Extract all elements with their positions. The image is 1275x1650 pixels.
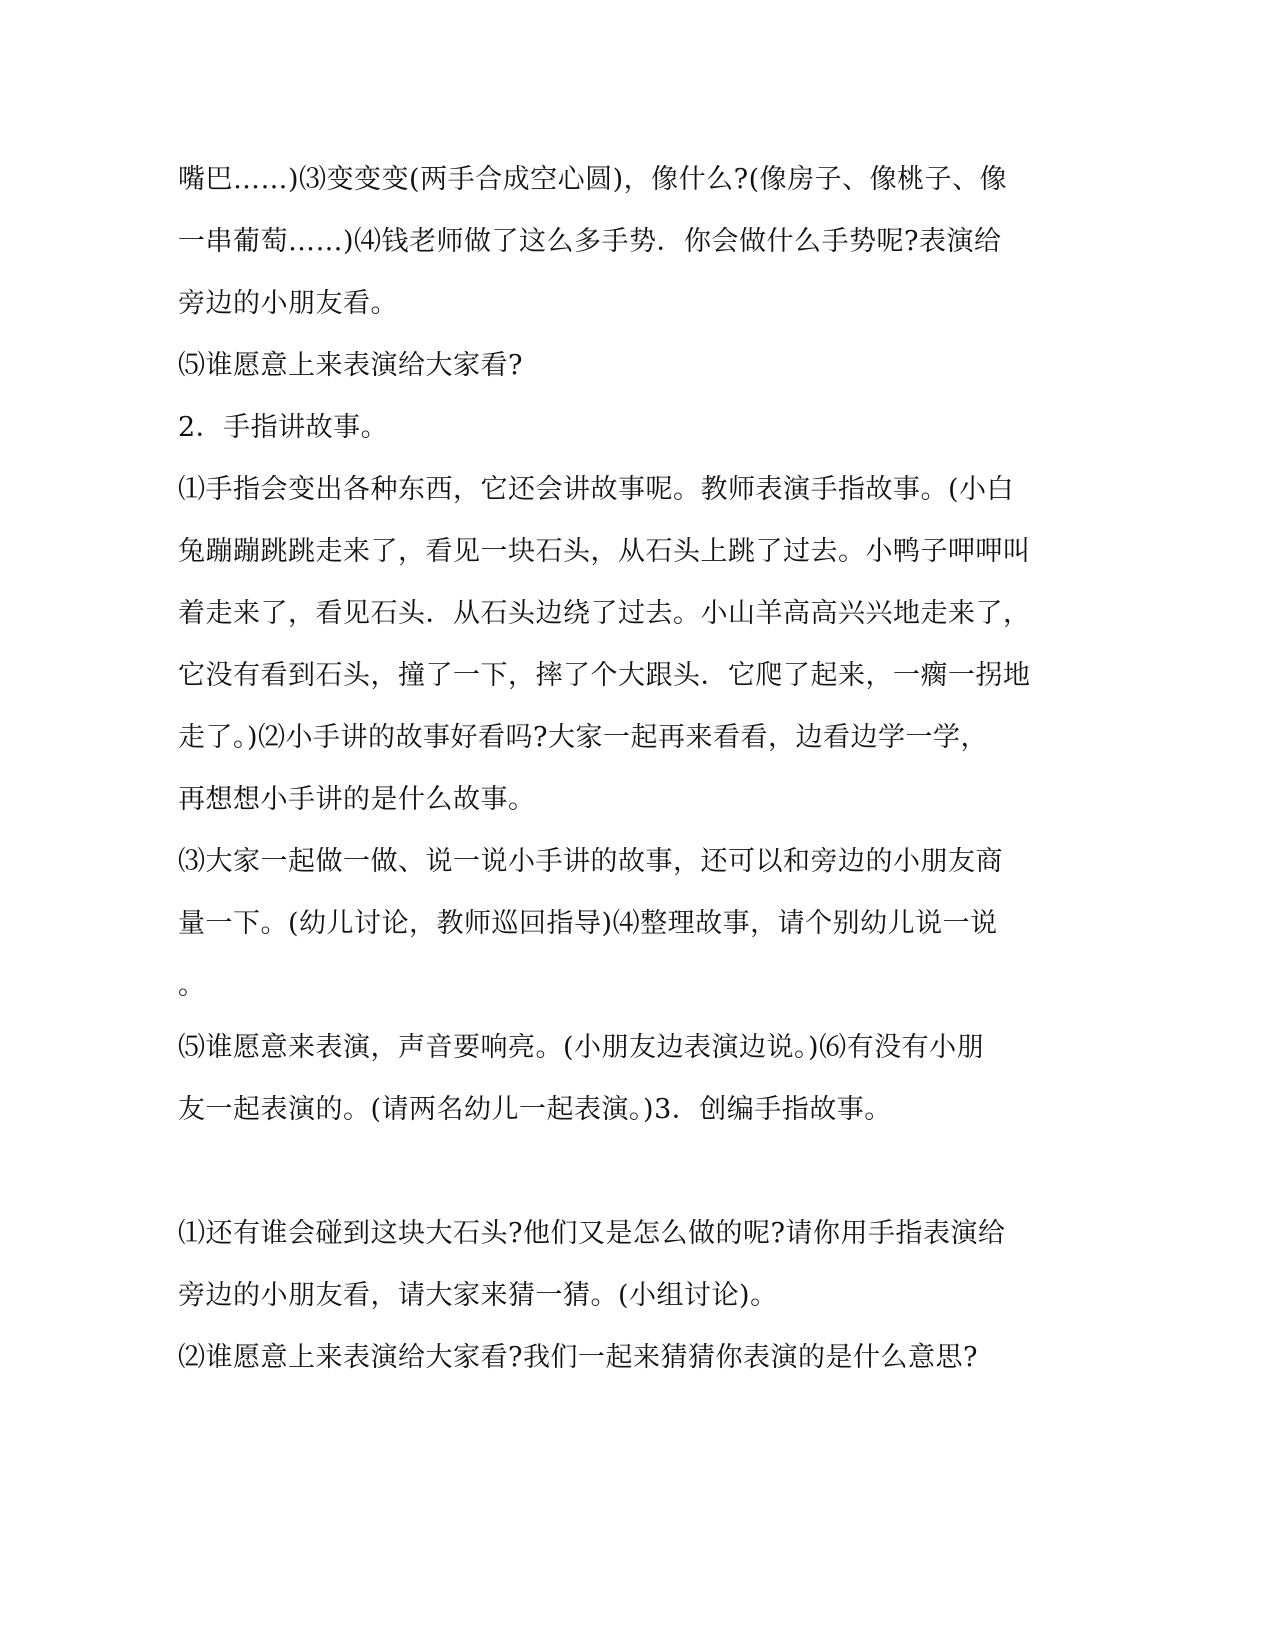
text-line: 旁边的小朋友看，请大家来猜一猜。(小组讨论)。 bbox=[178, 1280, 778, 1311]
text-line: 旁边的小朋友看。 bbox=[178, 288, 398, 319]
section-heading: 2．手指讲故事。 bbox=[178, 412, 389, 443]
text-line: ⑴手指会变出各种东西，它还会讲故事呢。教师表演手指故事。(小白 bbox=[178, 474, 1015, 505]
text-line: ⑶大家一起做一做、说一说小手讲的故事，还可以和旁边的小朋友商 bbox=[178, 846, 1003, 877]
text-line: 它没有看到石头，撞了一下，摔了个大跟头．它爬了起来，一瘸一拐地 bbox=[178, 660, 1031, 691]
text-line: ⑴还有谁会碰到这块大石头?他们又是怎么做的呢?请你用手指表演给 bbox=[178, 1218, 1006, 1249]
text-line: 。 bbox=[178, 970, 206, 1001]
text-line: 一串葡萄……)⑷钱老师做了这么多手势．你会做什么手势呢?表演给 bbox=[178, 226, 1002, 257]
text-line: ⑸谁愿意上来表演给大家看? bbox=[178, 350, 523, 381]
text-line: ⑵谁愿意上来表演给大家看?我们一起来猜猜你表演的是什么意思? bbox=[178, 1342, 978, 1373]
text-line: 再想想小手讲的是什么故事。 bbox=[178, 784, 536, 815]
text-line: 量一下。(幼儿讨论，教师巡回指导)⑷整理故事，请个别幼儿说一说 bbox=[178, 908, 998, 939]
text-line: 兔蹦蹦跳跳走来了，看见一块石头，从石头上跳了过去。小鸭子呷呷叫 bbox=[178, 536, 1031, 567]
text-line: 友一起表演的。(请两名幼儿一起表演。)3．创编手指故事。 bbox=[178, 1094, 892, 1125]
text-line: ⑸谁愿意来表演，声音要响亮。(小朋友边表演边说。)⑹有没有小朋 bbox=[178, 1032, 985, 1063]
text-line: 嘴巴……)⑶变变变(两手合成空心圆)，像什么?(像房子、像桃子、像 bbox=[178, 164, 1008, 195]
text-line: 走了。)⑵小手讲的故事好看吗?大家一起再来看看，边看边学一学， bbox=[178, 722, 989, 753]
text-line: 着走来了，看见石头．从石头边绕了过去。小山羊高高兴兴地走来了， bbox=[178, 598, 1031, 629]
